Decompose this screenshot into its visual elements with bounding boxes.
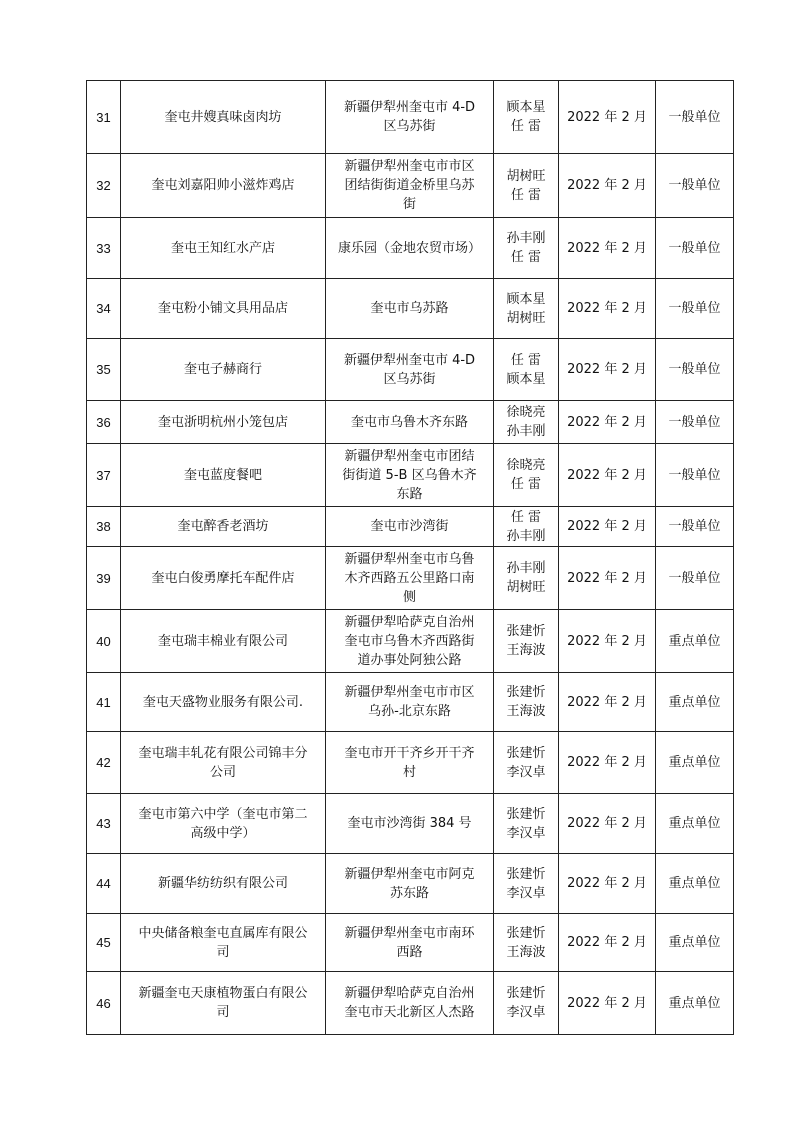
unit-name — [121, 610, 326, 673]
unit-name — [121, 279, 326, 339]
inspectors-line: 孙丰刚 — [506, 424, 546, 439]
unit-category: 一般单位 — [656, 218, 734, 279]
unit-address-line: 东路 — [396, 486, 423, 502]
unit-name — [121, 673, 326, 732]
inspectors-line: 任 雷 — [510, 509, 542, 525]
inspectors — [494, 507, 559, 547]
inspectors-line: 胡树旺 — [506, 310, 546, 326]
inspection-date: 2022 年 2 月 — [559, 401, 656, 444]
unit-address — [326, 444, 494, 507]
unit-address — [326, 794, 494, 854]
inspectors-line: 任 雷 — [510, 187, 542, 203]
inspectors-line: 张建忻 — [506, 986, 546, 1001]
table-row — [87, 81, 734, 154]
inspection-date: 2022 年 2 月 — [559, 339, 656, 401]
inspectors-line: 顾本星 — [506, 100, 546, 115]
unit-address — [326, 154, 494, 218]
row-number: 43 — [87, 794, 121, 854]
unit-address-line: 新疆伊犁州奎屯市阿克 — [344, 866, 475, 882]
inspectors — [494, 81, 559, 154]
unit-category: 一般单位 — [656, 547, 734, 610]
inspectors — [494, 972, 559, 1035]
table-row — [87, 154, 734, 218]
unit-address-line: 侧 — [402, 589, 416, 605]
unit-name — [121, 794, 326, 854]
inspectors — [494, 279, 559, 339]
table-row — [87, 972, 734, 1035]
inspectors — [494, 914, 559, 972]
unit-category: 一般单位 — [656, 401, 734, 444]
inspectors-line: 徐晓亮 — [506, 458, 546, 473]
inspectors — [494, 732, 559, 794]
inspectors-line: 胡树旺 — [506, 168, 546, 184]
unit-name-line: 中央储备粮奎屯直属库有限公 — [138, 925, 308, 941]
unit-name-line: 奎屯市第六中学（奎屯市第二 — [138, 806, 308, 822]
unit-address-line: 新疆伊犁州奎屯市团结 — [344, 448, 475, 464]
unit-name — [121, 732, 326, 794]
unit-category: 一般单位 — [656, 507, 734, 547]
unit-address-line: 街 — [402, 197, 416, 212]
inspectors — [494, 854, 559, 914]
unit-name-line: 奎屯瑞丰棉业有限公司 — [157, 633, 288, 649]
unit-category: 一般单位 — [656, 81, 734, 154]
row-number: 40 — [87, 610, 121, 673]
row-number: 38 — [87, 507, 121, 547]
table-row — [87, 547, 734, 610]
unit-name — [121, 154, 326, 218]
row-number: 35 — [87, 339, 121, 401]
inspectors-line: 孙丰刚 — [506, 528, 546, 544]
inspection-date: 2022 年 2 月 — [559, 732, 656, 794]
row-number: 34 — [87, 279, 121, 339]
unit-name-line: 奎屯白俊勇摩托车配件店 — [151, 570, 295, 586]
table-row — [87, 914, 734, 972]
row-number: 37 — [87, 444, 121, 507]
unit-address — [326, 279, 494, 339]
unit-address — [326, 507, 494, 547]
table-row — [87, 401, 734, 444]
row-number: 32 — [87, 154, 121, 218]
inspection-date: 2022 年 2 月 — [559, 547, 656, 610]
unit-address-line: 新疆伊犁州奎屯市市区 — [344, 159, 475, 174]
unit-address — [326, 972, 494, 1035]
unit-address-line: 奎屯市乌鲁木齐西路街 — [344, 633, 475, 649]
inspectors — [494, 547, 559, 610]
inspection-date: 2022 年 2 月 — [559, 218, 656, 279]
inspectors — [494, 218, 559, 279]
unit-address-line: 奎屯市沙湾街 384 号 — [347, 816, 472, 831]
unit-address-line: 区乌苏街 — [383, 371, 436, 387]
inspectors-line: 王海波 — [506, 704, 546, 719]
inspectors-line: 胡树旺 — [506, 580, 546, 595]
inspectors — [494, 339, 559, 401]
unit-address-line: 奎屯市沙湾街 — [370, 519, 449, 534]
unit-address — [326, 81, 494, 154]
unit-category: 重点单位 — [656, 794, 734, 854]
unit-name-line: 奎屯浙明杭州小笼包店 — [157, 414, 288, 430]
unit-name-line: 奎屯醉香老酒坊 — [177, 519, 269, 534]
unit-address — [326, 401, 494, 444]
inspectors — [494, 794, 559, 854]
inspectors-line: 徐晓亮 — [506, 405, 546, 420]
inspectors-line: 孙丰刚 — [506, 231, 546, 246]
inspectors — [494, 610, 559, 673]
unit-address — [326, 547, 494, 610]
unit-address-line: 苏东路 — [389, 885, 429, 901]
unit-address — [326, 732, 494, 794]
inspectors-line: 任 雷 — [510, 477, 542, 492]
inspection-date: 2022 年 2 月 — [559, 279, 656, 339]
inspection-date: 2022 年 2 月 — [559, 154, 656, 218]
inspectors-line: 孙丰刚 — [506, 561, 546, 576]
unit-category: 重点单位 — [656, 972, 734, 1035]
inspectors-line: 李汉卓 — [506, 885, 546, 901]
inspectors-line: 任 雷 — [510, 250, 542, 265]
row-number: 44 — [87, 854, 121, 914]
inspectors — [494, 154, 559, 218]
unit-address-line: 新疆伊犁州奎屯市南环 — [344, 925, 475, 941]
table-row — [87, 279, 734, 339]
unit-category: 一般单位 — [656, 444, 734, 507]
unit-address-line: 新疆伊犁州奎屯市市区 — [344, 685, 475, 700]
unit-name — [121, 81, 326, 154]
unit-name-line: 公司 — [209, 764, 236, 780]
unit-name — [121, 339, 326, 401]
unit-address — [326, 610, 494, 673]
table-row — [87, 610, 734, 673]
unit-name-line: 奎屯天盛物业服务有限公司. — [142, 694, 304, 710]
table-body — [87, 81, 734, 1035]
unit-category: 一般单位 — [656, 154, 734, 218]
unit-address-line: 新疆伊犁哈萨克自治州 — [344, 614, 475, 630]
inspection-date: 2022 年 2 月 — [559, 507, 656, 547]
table-row — [87, 673, 734, 732]
inspectors-line: 李汉卓 — [506, 764, 546, 780]
table-row — [87, 854, 734, 914]
inspectors — [494, 673, 559, 732]
unit-address — [326, 854, 494, 914]
unit-address-line: 道办事处阿独公路 — [357, 652, 462, 668]
row-number: 46 — [87, 972, 121, 1035]
inspectors-line: 张建忻 — [506, 806, 546, 822]
inspection-date: 2022 年 2 月 — [559, 673, 656, 732]
unit-name-line: 奎屯井嫂真味卤肉坊 — [164, 109, 282, 125]
unit-category: 重点单位 — [656, 673, 734, 732]
table-row — [87, 794, 734, 854]
unit-name — [121, 401, 326, 444]
unit-address-line: 村 — [402, 764, 416, 780]
inspectors-line: 张建忻 — [506, 925, 546, 941]
unit-address-line: 木齐西路五公里路口南 — [344, 570, 475, 586]
inspectors-line: 顾本星 — [506, 371, 546, 387]
unit-address — [326, 339, 494, 401]
unit-category: 一般单位 — [656, 339, 734, 401]
unit-address-line: 乌孙-北京东路 — [368, 704, 451, 719]
inspectors-line: 王海波 — [506, 643, 546, 658]
unit-address-line: 新疆伊犁哈萨克自治州 — [344, 986, 475, 1001]
unit-name-line: 司 — [216, 1005, 230, 1020]
unit-name — [121, 444, 326, 507]
unit-address-line: 西路 — [396, 944, 423, 960]
unit-name-line: 高级中学） — [190, 825, 256, 841]
unit-address-line: 奎屯市乌鲁木齐东路 — [350, 414, 468, 430]
inspection-table — [86, 80, 734, 1035]
unit-address-line: 团结街街道金桥里乌苏 — [344, 178, 475, 193]
table-row — [87, 444, 734, 507]
unit-address-line: 奎屯市开干齐乡开干齐 — [344, 745, 475, 761]
unit-address — [326, 914, 494, 972]
inspectors-line: 顾本星 — [506, 291, 546, 307]
table-row — [87, 732, 734, 794]
unit-name — [121, 547, 326, 610]
table-row — [87, 218, 734, 279]
inspectors-line: 张建忻 — [506, 685, 546, 700]
table-row — [87, 339, 734, 401]
row-number: 31 — [87, 81, 121, 154]
unit-name-line: 新疆华纺纺织有限公司 — [157, 876, 288, 891]
row-number: 45 — [87, 914, 121, 972]
row-number: 36 — [87, 401, 121, 444]
unit-category: 重点单位 — [656, 914, 734, 972]
inspectors-line: 李汉卓 — [506, 1005, 546, 1020]
inspectors-line: 张建忻 — [506, 866, 546, 882]
unit-name — [121, 972, 326, 1035]
inspectors — [494, 401, 559, 444]
inspectors-line: 李汉卓 — [506, 825, 546, 841]
unit-address-line: 新疆伊犁州奎屯市乌鲁 — [344, 551, 475, 567]
unit-address-line: 奎屯市天北新区人杰路 — [344, 1005, 475, 1020]
inspection-date: 2022 年 2 月 — [559, 972, 656, 1035]
inspectors — [494, 444, 559, 507]
unit-name-line: 奎屯粉小铺文具用品店 — [157, 301, 288, 316]
unit-category: 一般单位 — [656, 279, 734, 339]
inspection-date: 2022 年 2 月 — [559, 854, 656, 914]
table-row — [87, 507, 734, 547]
inspection-date: 2022 年 2 月 — [559, 610, 656, 673]
inspectors-line: 王海波 — [506, 944, 546, 960]
unit-address — [326, 218, 494, 279]
inspection-date: 2022 年 2 月 — [559, 81, 656, 154]
inspectors-line: 任 雷 — [510, 352, 542, 368]
row-number: 42 — [87, 732, 121, 794]
unit-address-line: 街街道 5-B 区乌鲁木齐 — [342, 467, 477, 483]
unit-address-line: 康乐园（金地农贸市场） — [337, 240, 481, 256]
inspectors-line: 任 雷 — [510, 119, 542, 134]
inspection-date: 2022 年 2 月 — [559, 794, 656, 854]
unit-name — [121, 218, 326, 279]
unit-name-line: 新疆奎屯天康植物蛋白有限公 — [138, 986, 308, 1001]
unit-address-line: 区乌苏街 — [383, 119, 436, 134]
unit-address-line: 奎屯市乌苏路 — [370, 301, 449, 316]
unit-category: 重点单位 — [656, 732, 734, 794]
row-number: 41 — [87, 673, 121, 732]
inspectors-line: 张建忻 — [506, 624, 546, 639]
unit-address-line: 新疆伊犁州奎屯市 4-D — [343, 100, 476, 115]
unit-name-line: 司 — [216, 944, 230, 960]
unit-name-line: 奎屯子赫商行 — [183, 362, 262, 377]
unit-name — [121, 507, 326, 547]
unit-name-line: 奎屯蓝度餐吧 — [183, 467, 262, 483]
unit-name-line: 奎屯王知红水产店 — [170, 240, 275, 256]
unit-name — [121, 914, 326, 972]
unit-name — [121, 854, 326, 914]
inspection-date: 2022 年 2 月 — [559, 914, 656, 972]
inspectors-line: 张建忻 — [506, 745, 546, 761]
unit-address-line: 新疆伊犁州奎屯市 4-D — [343, 352, 476, 368]
inspection-date: 2022 年 2 月 — [559, 444, 656, 507]
unit-category: 重点单位 — [656, 610, 734, 673]
unit-name-line: 奎屯刘嘉阳帅小滋炸鸡店 — [151, 178, 295, 193]
unit-name-line: 奎屯瑞丰轧花有限公司锦丰分 — [138, 745, 308, 761]
row-number: 33 — [87, 218, 121, 279]
unit-address — [326, 673, 494, 732]
unit-category: 重点单位 — [656, 854, 734, 914]
row-number: 39 — [87, 547, 121, 610]
